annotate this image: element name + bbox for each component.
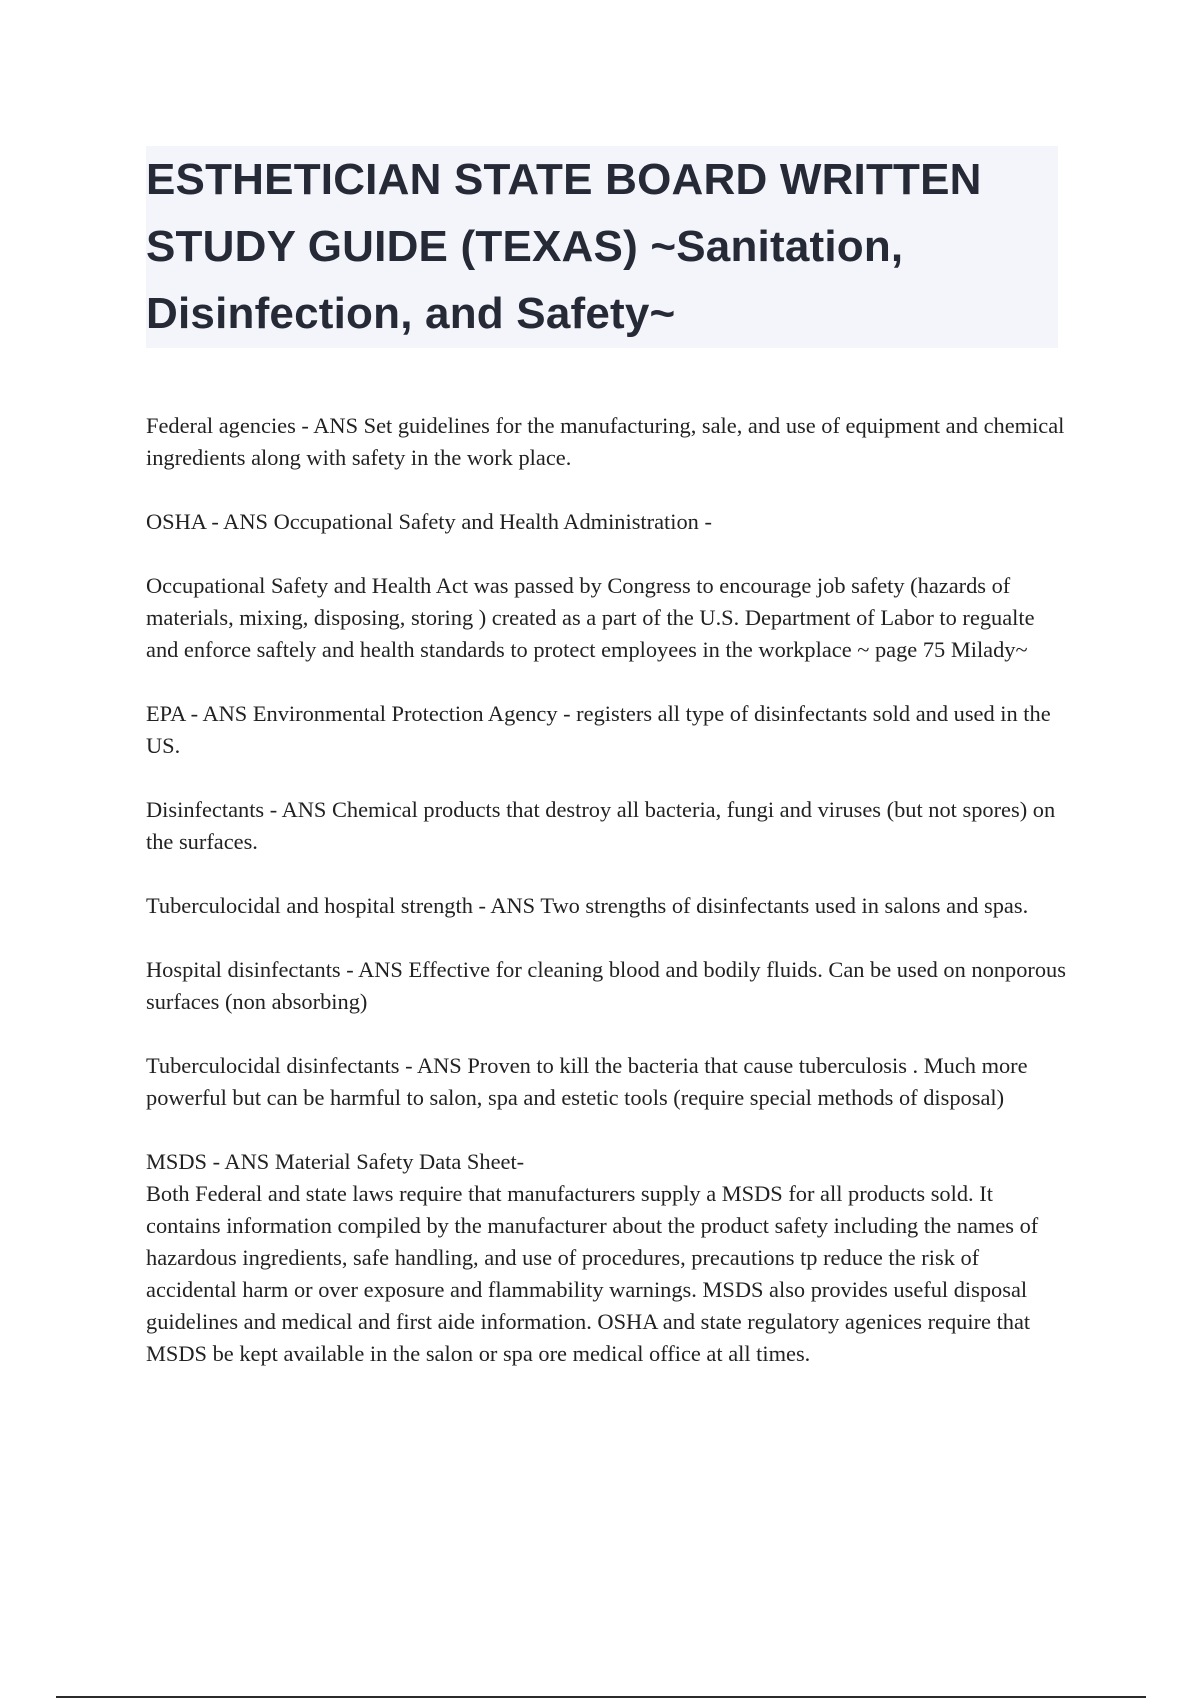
entry-epa <box>146 698 1066 762</box>
ans-label: ANS <box>224 1149 270 1174</box>
ans-label: ANS <box>490 893 536 918</box>
ans-label: ANS <box>281 797 327 822</box>
entry-separator: - <box>340 957 359 982</box>
entry-term: EPA <box>146 701 186 726</box>
entry-separator: - <box>206 1149 225 1174</box>
entry-answer: Occupational Safety and Health Act was passed by Congress to encourage job safety (hazards of materials, mixing, disposing, storing ) created as a part of the U.S. Department of Labor to regualte and enforce saftely and health standards to protect employees in the workplace ~ page 75 Milady~ <box>146 573 1035 662</box>
entry-answer: Environmental Protection Agency - registers all type of disinfectants sold and used in the US. <box>146 701 1051 758</box>
entry-federal-agencies <box>146 410 1066 474</box>
ans-label: ANS <box>313 413 359 438</box>
entry-answer-continuation: Both Federal and state laws require that manufacturers supply a MSDS for all products sold. It contains information compiled by the manufacturer about the product safety including the names of hazardous ingredients, safe handling, and use of procedures, precautions tp reduce the risk of accidental harm or over exposure and flammability warnings. MSDS also provides useful disposal guidelines and medical and first aide information. OSHA and state regulatory agenices require that MSDS be kept available in the salon or spa ore medical office at all times. <box>146 1181 1039 1366</box>
entry-term: Tuberculocidal and hospital strength <box>146 893 473 918</box>
entry-term: Hospital disinfectants <box>146 957 341 982</box>
ans-label: ANS <box>416 1053 462 1078</box>
entry-term: Disinfectants <box>146 797 265 822</box>
entry-term: OSHA <box>146 509 206 534</box>
ans-label: ANS <box>202 701 248 726</box>
title-block <box>146 146 1058 348</box>
entry-tuberculocidal-and-hospital <box>146 890 1066 922</box>
entry-term: Federal agencies <box>146 413 296 438</box>
entry-msds-continuation <box>146 1178 1066 1370</box>
entry-answer: Set guidelines for the manufacturing, sale, and use of equipment and chemical ingredients along with safety in the work place. <box>146 413 1065 470</box>
entry-separator: - <box>472 893 491 918</box>
entry-separator: - <box>185 701 203 726</box>
entry-term: Tuberculocidal disinfectants <box>146 1053 400 1078</box>
entry-separator: - <box>295 413 314 438</box>
entry-msds <box>146 1146 1066 1178</box>
entry-answer: Two strengths of disinfectants used in salons and spas. <box>540 893 1029 918</box>
entry-answer: Material Safety Data Sheet- <box>274 1149 525 1174</box>
entry-osha <box>146 506 1066 538</box>
ans-label: ANS <box>223 509 268 534</box>
entry-answer: Occupational Safety and Health Administration - <box>273 509 712 534</box>
entry-tuberculocidal-disinfectants <box>146 1050 1066 1114</box>
study-guide-content <box>146 410 1066 1402</box>
entry-separator: - <box>205 509 224 534</box>
entry-answer: Chemical products that destroy all bacteria, fungi and viruses (but not spores) on the surfaces. <box>146 797 1056 854</box>
entry-separator: - <box>399 1053 417 1078</box>
footer-divider <box>56 1696 1146 1698</box>
document-title: ESTHETICIAN STATE BOARD WRITTEN STUDY GUIDE (TEXAS) ~Sanitation, Disinfection, and Safety~ <box>146 155 982 338</box>
entry-answer: Effective for cleaning blood and bodily fluids. Can be used on nonporous surfaces (non absorbing) <box>146 957 1066 1014</box>
entry-separator: - <box>264 797 282 822</box>
ans-label: ANS <box>358 957 403 982</box>
entry-answer: Proven to kill the bacteria that cause tuberculosis . Much more powerful but can be harmful to salon, spa and estetic tools (require special methods of disposal) <box>146 1053 1028 1110</box>
entry-disinfectants <box>146 794 1066 858</box>
entry-osha-act <box>146 570 1066 666</box>
entry-hospital-disinfectants <box>146 954 1066 1018</box>
entry-term: MSDS <box>146 1149 207 1174</box>
